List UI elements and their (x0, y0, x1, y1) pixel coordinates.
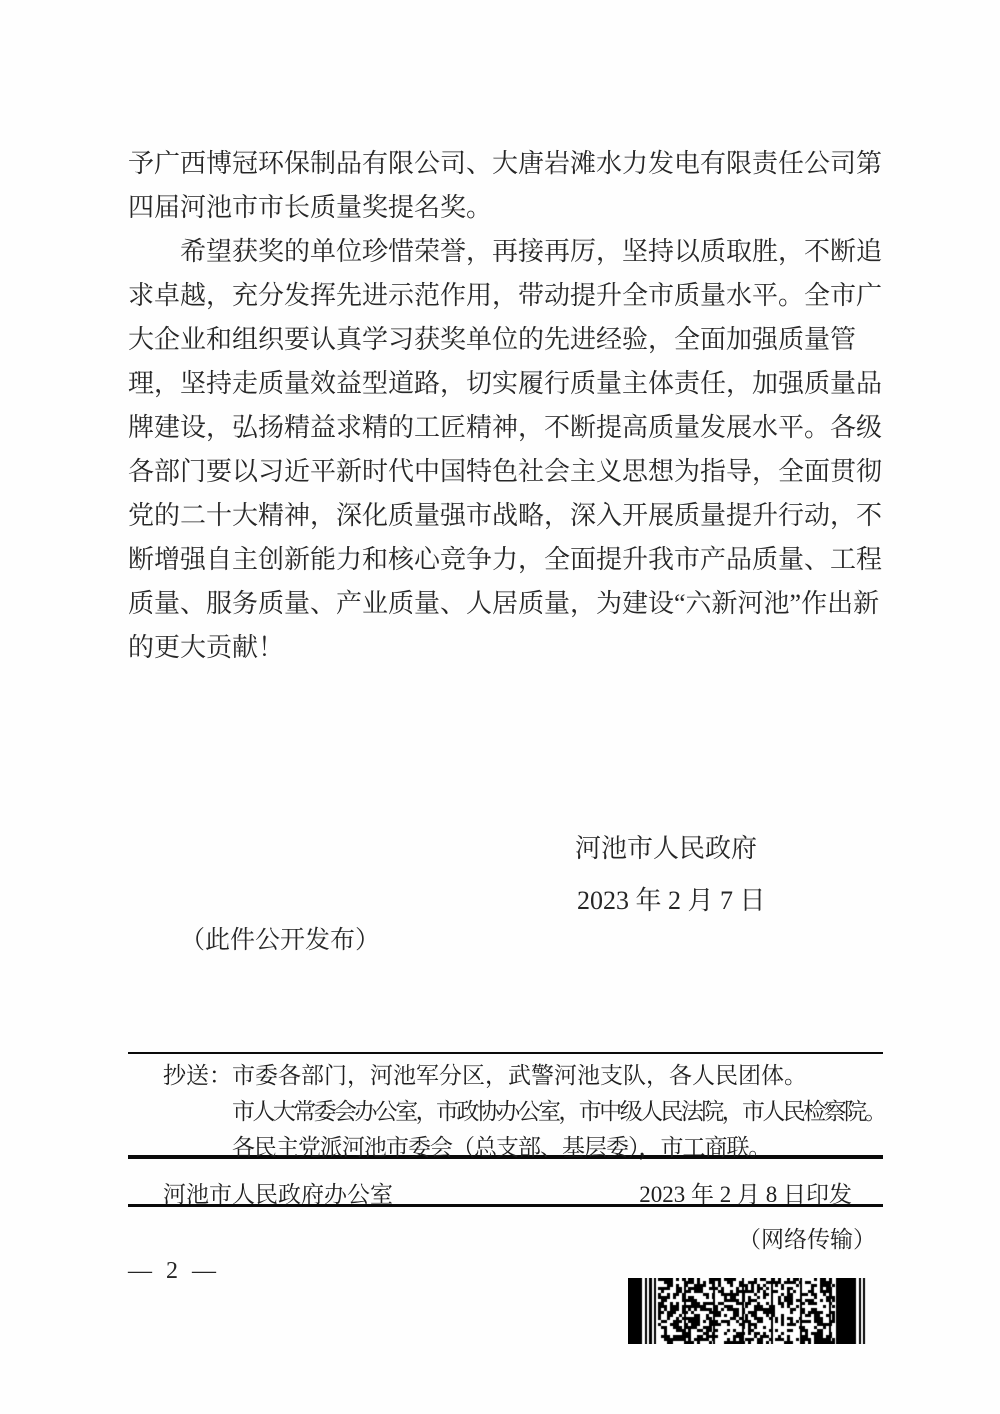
body-line: 求卓越，充分发挥先进示范作用，带动提升全市质量水平。全市广 (128, 281, 883, 310)
signature-issuer: 河池市人民政府 (575, 834, 758, 863)
body-line: 牌建设，弘扬精益求精的工匠精神，不断提高质量发展水平。各级 (128, 413, 883, 442)
cc-line: 市人大常委会办公室，市政协办公室，市中级人民法院，市人民检察院。 (232, 1099, 885, 1124)
body-line: 质量、服务质量、产业质量、人居质量，为建设“六新河池”作出新 (128, 589, 880, 618)
copy-to-block (163, 1058, 893, 1166)
cc-line: 抄送：市委各部门，河池军分区，武警河池支队，各人民团体。 (163, 1063, 807, 1088)
body-line: 大企业和组织要认真学习获奖单位的先进经验，全面加强质量管 (128, 325, 857, 354)
print-date: 2023 年 2 月 8 日印发 (639, 1182, 852, 1207)
footer-rule-top (128, 1052, 883, 1054)
signature-date: 2023 年 2 月 7 日 (577, 886, 766, 915)
body-line: 各部门要以习近平新时代中国特色社会主义思想为指导，全面贯彻 (128, 457, 883, 486)
transmission-note: （网络传输） (738, 1227, 876, 1252)
body-line: 理，坚持走质量效益型道路，切实履行质量主体责任，加强质量品 (128, 369, 883, 398)
page-number: — 2 — (128, 1258, 220, 1284)
issuing-office: 河池市人民政府办公室 (163, 1182, 393, 1207)
body-line: 希望获奖的单位珍惜荣誉，再接再厉，坚持以质取胜，不断追 (128, 237, 883, 266)
body-line: 党的二十大精神，深化质量强市战略，深入开展质量提升行动，不 (128, 501, 883, 530)
document-body (128, 142, 898, 670)
body-line: 予广西博冠环保制品有限公司、大唐岩滩水力发电有限责任公司第 (128, 149, 883, 178)
pdf417-barcode-2d (628, 1278, 867, 1344)
cc-line: 各民主党派河池市委会（总支部、基层委），市工商联。 (232, 1135, 771, 1160)
body-line: 四届河池市市长质量奖提名奖。 (128, 193, 493, 222)
body-line: 的更大贡献！ (128, 633, 285, 662)
publication-note: （此件公开发布） (180, 927, 381, 954)
body-line: 断增强自主创新能力和核心竞争力，全面提升我市产品质量、工程 (128, 545, 883, 574)
